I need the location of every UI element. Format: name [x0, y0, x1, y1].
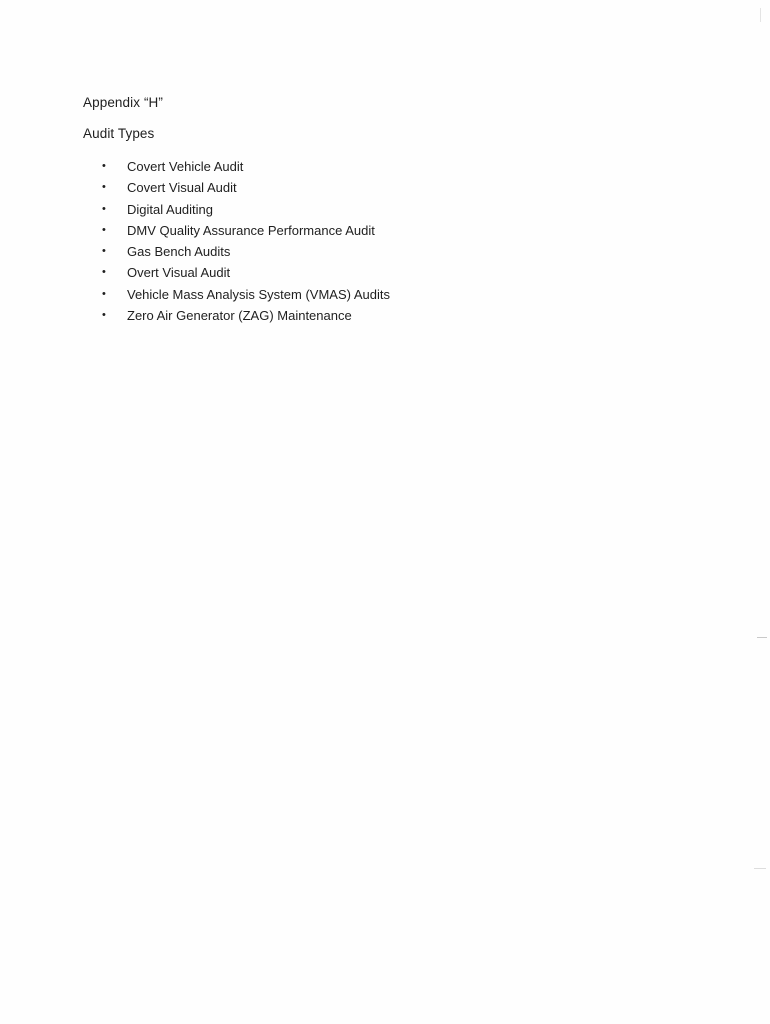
list-item-text: Vehicle Mass Analysis System (VMAS) Audits	[127, 286, 390, 302]
list-item-text: Digital Auditing	[127, 201, 213, 217]
list-item-text: Covert Vehicle Audit	[127, 159, 244, 174]
section-title: Audit Types	[83, 126, 155, 141]
scan-artifact	[760, 8, 761, 22]
bullet-icon: •	[102, 160, 106, 172]
scan-artifact	[757, 637, 767, 638]
list-item-text: Zero Air Generator (ZAG) Maintenance	[127, 308, 352, 324]
list-item-text: Gas Bench Audits	[127, 244, 231, 260]
bullet-icon: •	[102, 309, 106, 322]
bullet-icon: •	[102, 266, 106, 279]
appendix-title: Appendix “H”	[83, 95, 163, 110]
list-item-text: Overt Visual Audit	[127, 265, 231, 281]
bullet-icon: •	[102, 223, 106, 236]
list-item-text: Covert Visual Audit	[127, 180, 237, 196]
scan-artifact	[754, 868, 766, 869]
list-item-text: DMV Quality Assurance Performance Audit	[127, 222, 375, 238]
bullet-icon: •	[102, 181, 106, 194]
bullet-icon: •	[102, 202, 106, 215]
bullet-icon: •	[102, 245, 106, 258]
bullet-icon: •	[102, 287, 106, 300]
